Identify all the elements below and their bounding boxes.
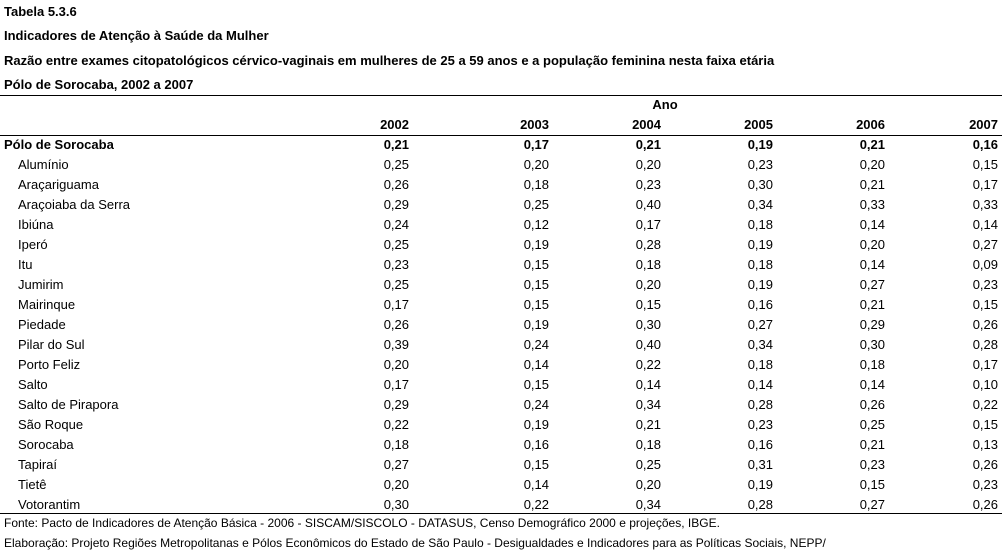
municipality-name: Itu [18, 257, 33, 272]
ratio-cell: 0,21 [383, 137, 409, 152]
ratio-cell: 0,29 [383, 397, 409, 412]
table-row [0, 255, 1002, 275]
ratio-cell: 0,23 [383, 257, 409, 272]
ratio-cell: 0,18 [635, 257, 661, 272]
table-row-total [0, 135, 1002, 155]
ratio-cell: 0,20 [635, 277, 661, 292]
ratio-cell: 0,15 [523, 457, 549, 472]
ratio-cell: 0,10 [972, 377, 998, 392]
year-header: 2004 [632, 117, 661, 132]
ratio-cell: 0,14 [859, 217, 885, 232]
ratio-cell: 0,18 [747, 257, 773, 272]
ratio-cell: 0,29 [383, 197, 409, 212]
ratio-cell: 0,21 [859, 177, 885, 192]
ratio-cell: 0,30 [635, 317, 661, 332]
ratio-cell: 0,28 [972, 337, 998, 352]
table-category: Indicadores de Atenção à Saúde da Mulher [4, 28, 269, 43]
table-row [0, 475, 1002, 495]
municipality-name: Ibiúna [18, 217, 54, 232]
ratio-cell: 0,15 [523, 257, 549, 272]
municipality-name: Tietê [18, 477, 47, 492]
ratio-cell: 0,22 [635, 357, 661, 372]
ratio-cell: 0,26 [383, 317, 409, 332]
ratio-cell: 0,18 [747, 357, 773, 372]
ratio-cell: 0,14 [859, 257, 885, 272]
year-header: 2003 [520, 117, 549, 132]
table-row [0, 335, 1002, 355]
ratio-cell: 0,18 [523, 177, 549, 192]
table-title: Razão entre exames citopatológicos cérvico-vaginais em mulheres de 25 a 59 anos e a população feminina nesta faixa etária [4, 53, 775, 68]
source-note: Fonte: Pacto de Indicadores de Atenção Básica - 2006 - SISCAM/SISCOLO - DATASUS, Censo Demográfico 2000 e projeções, IBGE. [4, 516, 720, 530]
region-period: Pólo de Sorocaba, 2002 a 2007 [4, 77, 194, 92]
municipality-name: Sorocaba [18, 437, 74, 452]
municipality-name: Araçariguama [18, 177, 99, 192]
year-header: 2007 [969, 117, 998, 132]
municipality-name: São Roque [18, 417, 84, 432]
table-row [0, 175, 1002, 195]
ratio-cell: 0,26 [972, 497, 998, 512]
municipality-name: Iperó [18, 237, 48, 252]
ratio-cell: 0,25 [859, 417, 885, 432]
municipality-name: Piedade [18, 317, 66, 332]
ratio-cell: 0,19 [747, 137, 773, 152]
ratio-cell: 0,22 [383, 417, 409, 432]
bottom-border-line [0, 513, 1002, 514]
ratio-cell: 0,18 [635, 437, 661, 452]
table-number: Tabela 5.3.6 [4, 4, 77, 19]
ratio-cell: 0,19 [523, 237, 549, 252]
ratio-cell: 0,23 [747, 417, 773, 432]
ratio-cell: 0,15 [523, 277, 549, 292]
ratio-cell: 0,19 [747, 477, 773, 492]
ratio-cell: 0,22 [523, 497, 549, 512]
ratio-cell: 0,40 [635, 337, 661, 352]
ratio-cell: 0,17 [383, 297, 409, 312]
ratio-cell: 0,27 [383, 457, 409, 472]
table-row [0, 295, 1002, 315]
ratio-cell: 0,28 [635, 237, 661, 252]
ratio-cell: 0,14 [972, 217, 998, 232]
ratio-cell: 0,20 [383, 477, 409, 492]
table-row [0, 495, 1002, 515]
ratio-cell: 0,19 [747, 277, 773, 292]
ratio-cell: 0,23 [859, 457, 885, 472]
ratio-cell: 0,28 [747, 397, 773, 412]
ratio-cell: 0,27 [747, 317, 773, 332]
year-header: 2005 [744, 117, 773, 132]
municipality-name: Alumínio [18, 157, 69, 172]
table-row [0, 275, 1002, 295]
ratio-cell: 0,14 [859, 377, 885, 392]
ratio-cell: 0,18 [383, 437, 409, 452]
ratio-cell: 0,14 [635, 377, 661, 392]
ratio-cell: 0,27 [859, 277, 885, 292]
ratio-cell: 0,14 [523, 477, 549, 492]
ratio-cell: 0,39 [383, 337, 409, 352]
ratio-cell: 0,22 [972, 397, 998, 412]
table-row [0, 435, 1002, 455]
municipality-name: Mairinque [18, 297, 76, 312]
ratio-cell: 0,25 [383, 277, 409, 292]
ratio-cell: 0,19 [523, 317, 549, 332]
municipality-name: Pilar do Sul [18, 337, 85, 352]
ratio-cell: 0,26 [859, 397, 885, 412]
ratio-cell: 0,16 [523, 437, 549, 452]
ratio-cell: 0,23 [972, 477, 998, 492]
ratio-cell: 0,25 [383, 157, 409, 172]
ratio-cell: 0,09 [972, 257, 998, 272]
table-row [0, 155, 1002, 175]
ratio-cell: 0,20 [859, 157, 885, 172]
ratio-cell: 0,24 [383, 217, 409, 232]
ratio-cell: 0,28 [747, 497, 773, 512]
ratio-cell: 0,15 [523, 377, 549, 392]
table-row [0, 395, 1002, 415]
municipality-name: Araçoiaba da Serra [18, 197, 131, 212]
ratio-cell: 0,15 [859, 477, 885, 492]
ratio-cell: 0,21 [859, 297, 885, 312]
ratio-cell: 0,30 [383, 497, 409, 512]
municipality-name: Porto Feliz [18, 357, 81, 372]
ratio-cell: 0,40 [635, 197, 661, 212]
ratio-cell: 0,15 [972, 157, 998, 172]
table-row [0, 315, 1002, 335]
ratio-cell: 0,21 [635, 417, 661, 432]
table-row [0, 215, 1002, 235]
table-row [0, 195, 1002, 215]
ratio-cell: 0,21 [859, 437, 885, 452]
ratio-cell: 0,20 [523, 157, 549, 172]
ratio-cell: 0,33 [972, 197, 998, 212]
ratio-cell: 0,15 [972, 417, 998, 432]
ratio-cell: 0,14 [747, 377, 773, 392]
ratio-cell: 0,29 [859, 317, 885, 332]
ratio-cell: 0,34 [635, 397, 661, 412]
ratio-cell: 0,20 [859, 237, 885, 252]
ratio-cell: 0,25 [383, 237, 409, 252]
table-row [0, 355, 1002, 375]
ratio-cell: 0,16 [747, 297, 773, 312]
ratio-cell: 0,19 [523, 417, 549, 432]
table-row [0, 375, 1002, 395]
ratio-cell: 0,17 [972, 357, 998, 372]
ratio-cell: 0,24 [523, 337, 549, 352]
ratio-cell: 0,21 [859, 137, 885, 152]
ratio-cell: 0,13 [972, 437, 998, 452]
municipality-name: Pólo de Sorocaba [4, 137, 114, 152]
ratio-cell: 0,17 [383, 377, 409, 392]
ratio-cell: 0,12 [523, 217, 549, 232]
municipality-name: Tapiraí [18, 457, 58, 472]
ratio-cell: 0,17 [635, 217, 661, 232]
ratio-cell: 0,15 [972, 297, 998, 312]
ratio-cell: 0,34 [747, 337, 773, 352]
ratio-cell: 0,27 [859, 497, 885, 512]
ratio-cell: 0,33 [859, 197, 885, 212]
top-border-line [0, 95, 1002, 96]
table-row [0, 455, 1002, 475]
ratio-cell: 0,26 [972, 317, 998, 332]
ratio-cell: 0,21 [635, 137, 661, 152]
ratio-cell: 0,18 [747, 217, 773, 232]
ratio-cell: 0,20 [635, 157, 661, 172]
table-row [0, 235, 1002, 255]
ratio-cell: 0,34 [747, 197, 773, 212]
year-header: 2006 [856, 117, 885, 132]
elaboration-note: Elaboração: Projeto Regiões Metropolitanas e Pólos Econômicos do Estado de São Paulo - Desigualdades e Indicadores para as Políticas Sociais, NEPP/ [4, 536, 826, 550]
ratio-cell: 0,15 [523, 297, 549, 312]
ratio-cell: 0,18 [859, 357, 885, 372]
ratio-cell: 0,34 [635, 497, 661, 512]
municipality-name: Salto [18, 377, 48, 392]
ratio-cell: 0,20 [383, 357, 409, 372]
ratio-cell: 0,25 [523, 197, 549, 212]
municipality-name: Salto de Pirapora [18, 397, 119, 412]
ratio-cell: 0,16 [747, 437, 773, 452]
ratio-cell: 0,23 [972, 277, 998, 292]
ratio-cell: 0,17 [523, 137, 549, 152]
ratio-cell: 0,17 [972, 177, 998, 192]
ratio-cell: 0,16 [972, 137, 998, 152]
ratio-cell: 0,25 [635, 457, 661, 472]
ratio-cell: 0,30 [859, 337, 885, 352]
ratio-cell: 0,30 [747, 177, 773, 192]
ratio-cell: 0,26 [383, 177, 409, 192]
ratio-cell: 0,26 [972, 457, 998, 472]
ratio-cell: 0,20 [635, 477, 661, 492]
municipality-name: Jumirim [18, 277, 64, 292]
ratio-cell: 0,31 [747, 457, 773, 472]
ratio-cell: 0,14 [523, 357, 549, 372]
ratio-cell: 0,24 [523, 397, 549, 412]
ratio-cell: 0,27 [972, 237, 998, 252]
ratio-cell: 0,19 [747, 237, 773, 252]
table-row [0, 415, 1002, 435]
ratio-cell: 0,15 [635, 297, 661, 312]
ratio-cell: 0,23 [747, 157, 773, 172]
municipality-name: Votorantim [18, 497, 81, 512]
year-group-header: Ano [652, 97, 678, 112]
year-header: 2002 [380, 117, 409, 132]
ratio-cell: 0,23 [635, 177, 661, 192]
